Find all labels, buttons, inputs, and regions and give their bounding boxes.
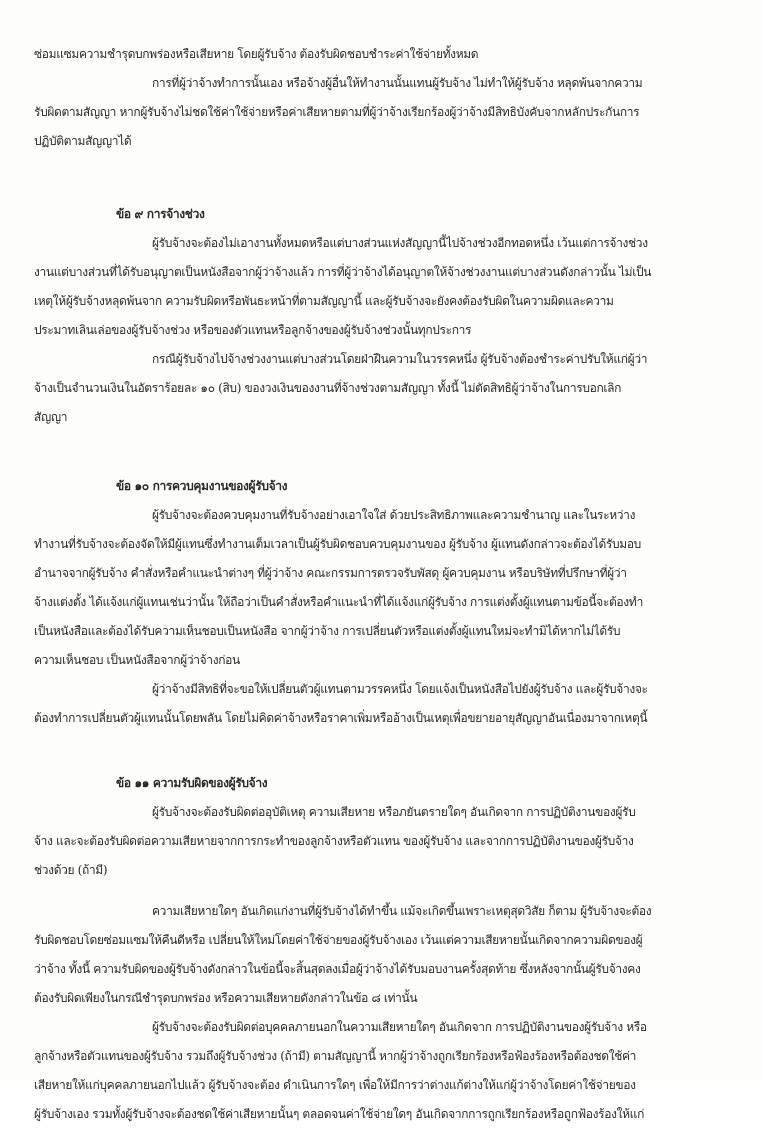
- text-line: ซ่อมแซมความชำรุดบกพร่องหรือเสียหาย โดยผู้รับจ้าง ต้องรับผิดชอบชำระค่าใช้จ่ายทั้งหมด: [34, 47, 479, 61]
- text-line: ช่วงด้วย (ถ้ามี): [34, 863, 108, 877]
- text-line: ว่าจ้าง ทั้งนี้ ความรับผิดของผู้รับจ้างดังกล่าวในข้อนี้จะสิ้นสุดลงเมื่อผู้ว่าจ้างได้รับมอบงานครั้งสุดท้าย ซึ่งหลังจากนั้นผู้รับจ้างคง: [34, 962, 641, 976]
- paragraph-repair-responsibility: [34, 40, 724, 69]
- text-line: ต้องทำการเปลี่ยนตัวผู้แทนนั้นโดยพลัน โดยไม่คิดค่าจ้างหรือราคาเพิ่มหรืออ้างเป็นเหตุเพื่อขยายอายุสัญญาอันเนื่องมาจากเหตุนี้: [34, 711, 648, 725]
- section-heading: ข้อ ๙ การจ้างช่วง: [116, 207, 205, 221]
- paragraph: [34, 1013, 724, 1129]
- section-10-work-supervision: [34, 472, 724, 733]
- text-line: ความเห็นชอบ เป็นหนังสือจากผู้ว่าจ้างก่อน: [34, 653, 240, 667]
- paragraph-spacer: [34, 885, 724, 897]
- text-line: ปฏิบัติตามสัญญาได้: [34, 134, 132, 148]
- section-heading: ข้อ ๑๑ ความรับผิดของผู้รับจ้าง: [116, 776, 268, 790]
- paragraph-employer-does-work: [34, 69, 724, 156]
- section-9-subcontracting: [34, 200, 724, 432]
- paragraph: [34, 675, 724, 733]
- paragraph: [34, 798, 724, 885]
- section-11-contractor-liability: [34, 769, 724, 1129]
- paragraph: [34, 897, 724, 1013]
- text-line: เป็นหนังสือและต้องได้รับความเห็นชอบเป็นหนังสือ จากผู้ว่าจ้าง การเปลี่ยนตัวหรือแต่งตั้งผู้แทนใหม่จะทำมิได้หากไม่ได้รับ: [34, 624, 621, 638]
- section-spacer: [34, 432, 724, 472]
- paragraph: [34, 501, 724, 675]
- text-line: ผู้รับจ้างจะต้องรับผิดต่อบุคคลภายนอกในความเสียหายใดๆ อันเกิดจาก การปฏิบัติงานของผู้รับจ้าง หรือ: [152, 1020, 647, 1034]
- text-line: ผู้รับจ้างเอง รวมทั้งผู้รับจ้างจะต้องชดใช้ค่าเสียหายนั้นๆ ตลอดจนค่าใช้จ่ายใดๆ อันเกิดจากการถูกเรียกร้องหรือถูกฟ้องร้องให้แก่: [34, 1107, 644, 1121]
- text-line: จ้างแต่งตั้ง ได้แจ้งแก่ผู้แทนเช่นว่านั้น ให้ถือว่าเป็นคำสั่งหรือคำแนะนำที่ได้แจ้งแก่ผู้รับจ้าง การแต่งตั้งผู้แทนตามข้อนี้จะต้องทำ: [34, 595, 644, 609]
- section-spacer: [34, 733, 724, 769]
- text-line: ผู้รับจ้างจะต้องรับผิดต่ออุบัติเหตุ ความเสียหาย หรือภยันตรายใดๆ อันเกิดจาก การปฏิบัติงานของผู้รับ: [152, 805, 636, 819]
- text-line: รับผิดตามสัญญา หากผู้รับจ้างไม่ชดใช้ค่าใช้จ่ายหรือค่าเสียหายตามที่ผู้ว่าจ้างเรียกร้องผู้ว่าจ้างมีสิทธิบังคับจากหลักประกันการ: [34, 105, 640, 119]
- paragraph: [34, 229, 724, 345]
- text-line: ทำงานที่รับจ้างจะต้องจัดให้มีผู้แทนซึ่งทำงานเต็มเวลาเป็นผู้รับผิดชอบควบคุมงานของ ผู้รับจ้าง ผู้แทนดังกล่าวจะต้องได้รับมอบ: [34, 537, 641, 551]
- text-line: รับผิดชอบโดยซ่อมแซมให้คืนดีหรือ เปลี่ยนให้ใหม่โดยค่าใช้จ่ายของผู้รับจ้างเอง เว้นแต่ความเสียหายนั้นเกิดจากความผิดของผู้: [34, 933, 643, 947]
- document-body: [34, 40, 724, 1129]
- text-line: กรณีผู้รับจ้างไปจ้างช่วงงานแต่บางส่วนโดยฝ่าฝืนความในวรรคหนึ่ง ผู้รับจ้างต้องชำระค่าปรับให้แก่ผู้ว่า: [152, 352, 648, 366]
- text-line: ผู้รับจ้างจะต้องควบคุมงานที่รับจ้างอย่างเอาใจใส่ ด้วยประสิทธิภาพและความชำนาญ และในระหว่าง: [152, 508, 636, 522]
- text-line: จ้าง และจะต้องรับผิดต่อความเสียหายจากการกระทำของลูกจ้างหรือตัวแทน ของผู้รับจ้าง และจากการปฏิบัติงานของผู้รับจ้าง: [34, 834, 634, 848]
- text-line: สัญญา: [34, 410, 68, 424]
- text-line: จ้างเป็นจำนวนเงินในอัตราร้อยละ ๑๐ (สิบ) ของวงเงินของงานที่จ้างช่วงตามสัญญา ทั้งนี้ ไม่ตัดสิทธิผู้ว่าจ้างในการบอกเลิก: [34, 381, 622, 395]
- text-line: อำนาจจากผู้รับจ้าง คำสั่งหรือคำแนะนำต่างๆ ที่ผู้ว่าจ้าง คณะกรรมการตรวจรับพัสดุ ผู้ควบคุมงาน หรือบริษัทที่ปรึกษาที่ผู้ว่า: [34, 566, 627, 580]
- text-line: ความเสียหายใดๆ อันเกิดแก่งานที่ผู้รับจ้างได้ทำขึ้น แม้จะเกิดขึ้นเพราะเหตุสุดวิสัย ก็ตาม ผู้รับจ้างจะต้อง: [152, 904, 652, 918]
- text-line: เสียหายให้แก่บุคคลภายนอกไปแล้ว ผู้รับจ้างจะต้อง ดำเนินการใดๆ เพื่อให้มีการว่าต่างแก้ต่างให้แก่ผู้ว่าจ้างโดยค่าใช้จ่ายของ: [34, 1078, 636, 1092]
- section-spacer: [34, 156, 724, 200]
- text-line: ผู้รับจ้างจะต้องไม่เอางานทั้งหมดหรือแต่บางส่วนแห่งสัญญานี้ไปจ้างช่วงอีกทอดหนึ่ง เว้นแต่การจ้างช่วง: [152, 236, 648, 250]
- text-line: ต้องรับผิดเพียงในกรณีชำรุดบกพร่อง หรือความเสียหายดังกล่าวในข้อ ๘ เท่านั้น: [34, 991, 418, 1005]
- text-line: ประมาทเลินเล่อของผู้รับจ้างช่วง หรือของตัวแทนหรือลูกจ้างของผู้รับจ้างช่วงนั้นทุกประการ: [34, 323, 472, 337]
- text-line: เหตุให้ผู้รับจ้างหลุดพ้นจาก ความรับผิดหรือพันธะหน้าที่ตามสัญญานี้ และผู้รับจ้างจะยังคงต้องรับผิดในความผิดและความ: [34, 294, 614, 308]
- paragraph: [34, 345, 724, 432]
- section-heading: ข้อ ๑๐ การควบคุมงานของผู้รับจ้าง: [116, 479, 288, 493]
- text-line: ผู้ว่าจ้างมีสิทธิที่จะขอให้เปลี่ยนตัวผู้แทนตามวรรคหนึ่ง โดยแจ้งเป็นหนังสือไปยังผู้รับจ้าง และผู้รับจ้างจะ: [152, 682, 648, 696]
- text-line: งานแต่บางส่วนที่ได้รับอนุญาตเป็นหนังสือจากผู้ว่าจ้างแล้ว การที่ผู้ว่าจ้างได้อนุญาตให้จ้างช่วงงานแต่บางส่วนดังกล่าวนั้น ไม่เป็น: [34, 265, 652, 279]
- text-line: ลูกจ้างหรือตัวแทนของผู้รับจ้าง รวมถึงผู้รับจ้างช่วง (ถ้ามี) ตามสัญญานี้ หากผู้ว่าจ้างถูกเรียกร้องหรือฟ้องร้องหรือต้องชดใช้ค่า: [34, 1049, 637, 1063]
- text-line: การที่ผู้ว่าจ้างทำการนั้นเอง หรือจ้างผู้อื่นให้ทำงานนั้นแทนผู้รับจ้าง ไม่ทำให้ผู้รับจ้าง หลุดพ้นจากความ: [152, 76, 643, 90]
